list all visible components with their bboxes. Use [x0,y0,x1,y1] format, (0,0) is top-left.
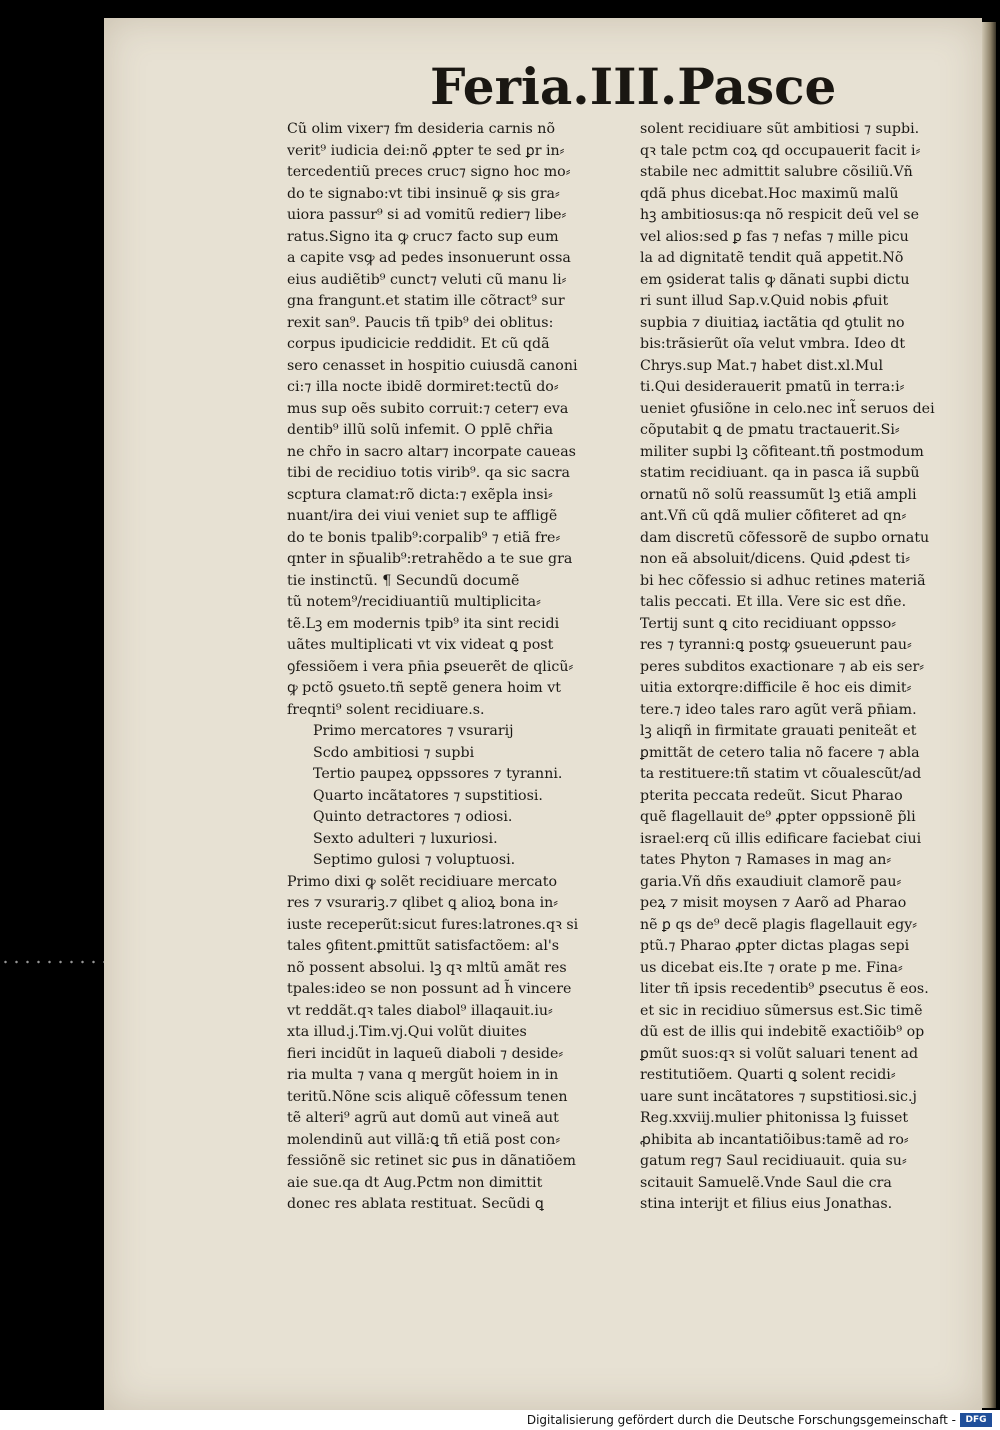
text-line: tpales:ideo se non possunt ad h̃ vincere [287,981,572,997]
text-line: tie instinctũ. ¶ Secundũ documẽ [287,572,520,589]
text-line: statim recidiuant. qa in pasca iã supbũ [640,465,920,481]
text-line: ꝓhibita ab incantatiõibus:tamẽ ad ro⸗ [640,1131,909,1148]
text-line: nuant/ira dei viui veniet sup te affligẽ [287,508,558,524]
list-item: Primo mercatores ⁊ vsurarij [313,723,514,739]
text-line: verit⁹ iudicia dei:nõ ꝓpter te sed ꝑr in⸗ [287,142,565,159]
funding-notice: Digitalisierung gefördert durch die Deutsche Forschungsgemeinschaft - [526,1413,956,1427]
text-line: hꝫ ambitiosus:qa nõ respicit deũ vel se [640,207,919,223]
text-line: gatum reg⁊ Saul recidiuauit. quia su⸗ [640,1153,907,1169]
text-line: freqnti⁹ solent recidiuare.s. [287,701,485,718]
text-line: Primo dixi ꝙ solẽt recidiuare mercato [287,873,558,890]
page-edge [982,22,996,1408]
text-line: donec res ablata restituat. Secũdi ꝗ [287,1196,544,1212]
list-item: Septimo gulosi ⁊ voluptuosi. [313,852,516,868]
text-line: Chrys.sup Mat.⁊ habet dist.xl.Mul [640,357,883,374]
text-line: corpus ipudicicie reddidit. Et cũ qdã [287,336,550,352]
text-line: us dicebat eis.Ite ⁊ orate p me. Fina⸗ [640,959,903,976]
text-line: qꝛ tale pctm coꝝ qd occupauerit facit i⸗ [640,142,921,159]
text-line: molendinũ aut villã:ꝗ tñ etiã post con⸗ [287,1131,561,1148]
text-line: Reg.xxviij.mulier phitonissa lꝫ fuisset [640,1110,909,1126]
text-line: ueniet ꝯfusiõne in celo.nec int̃ seruos dei [640,400,935,417]
left-text-column [287,119,637,1216]
text-line: teritũ.Nõne scis aliquẽ cõfessum tenen [287,1088,568,1105]
right-text-column [640,119,980,1216]
text-line: tercedentiũ preces cruc⁊ signo hoc mo⸗ [287,164,571,180]
text-line: Tertij sunt ꝗ cito recidiuant oppsso⸗ [640,615,896,632]
text-line: ti.Qui desiderauerit pmatũ in terra:i⸗ [640,379,905,395]
text-line: do te bonis tpalib⁹:corpalib⁹ ⁊ etiã fre⸗ [287,529,561,546]
text-line: pterita peccata redeũt. Sicut Pharao [640,787,903,804]
text-line: dũ est de illis qui indebitẽ exactiõib⁹ op [640,1024,925,1040]
background-dot-pattern [0,958,104,966]
list-item: Quarto incãtatores ⁊ supstitiosi. [313,787,543,804]
text-line: vt reddãt.qꝛ tales diabol⁹ illaqauit.iu⸗ [287,1002,553,1019]
text-line: talis peccati. Et illa. Vere sic est dñe. [640,594,907,610]
list-item: Tertio paupeꝝ oppssores ⁊ tyranni. [313,766,563,782]
text-line: scptura clamat:rõ dicta:⁊ exẽpla insi⸗ [287,486,553,503]
text-line: res ⁊ vsurariꝫ.⁊ qlibet ꝗ alioꝝ bona in⸗ [287,895,558,911]
text-line: ꝙ pctõ ꝯsueto.tñ septẽ genera hoim vt [287,680,561,696]
text-line: ne chr̃o in sacro altar⁊ incorpate caueas [287,443,576,460]
text-line: xta illud.j.Tim.vj.Qui volũt diuites [287,1024,527,1040]
page-title: Feria.III.Pasce [430,57,837,116]
text-line: dam discretũ cõfessorẽ de supbo ornatu [640,529,930,546]
text-line: non eã absoluit/dicens. Quid ꝓdest ti⸗ [640,551,910,567]
text-line: militer supbi lꝫ cõfiteant.tñ postmodum [640,443,924,460]
text-line: tẽ alteri⁹ agrũ aut domũ aut vineã aut [287,1110,559,1126]
text-line: sero cenasset in hospitio cuiusdã canoni [287,357,578,374]
text-line: aie sue.qa dt Aug.Pctm non dimittit [287,1174,543,1191]
text-line: stabile nec admittit salubre cõsiliũ.Vñ [640,164,913,180]
text-line: tates Phyton ⁊ Ramases in mag an⸗ [640,852,892,868]
text-line: ptũ.⁊ Pharao ꝓpter dictas plagas sepi [640,938,910,954]
text-line: tẽ.Lꝫ em modernis tpib⁹ ita sint recidi [287,615,560,632]
text-line: do te signabo:vt tibi insinuẽ ꝙ sis gra⸗ [287,185,560,202]
list-item: Sexto adulteri ⁊ luxuriosi. [313,830,498,847]
text-line: ta restituere:tñ statim vt cõualescũt/ad [640,766,922,782]
text-line: solent recidiuare sũt ambitiosi ⁊ supbi. [640,121,920,137]
dfg-logo: DFG [960,1413,992,1427]
text-line: garia.Vñ dñs exaudiuit clamorẽ pau⸗ [640,873,902,890]
text-line: nẽ ꝑ qs de⁹ decẽ plagis flagellauit egy⸗ [640,916,917,933]
text-line: ria multa ⁊ vana q mergũt hoiem in in [287,1067,559,1083]
text-line: rexit san⁹. Paucis tñ tpib⁹ dei oblitus: [287,314,554,331]
text-line: uitia extorqre:difficile ẽ hoc eis dimit⸗ [640,680,912,696]
text-line: tũ notem⁹/recidiuantiũ multiplicita⸗ [287,594,541,610]
text-line: res ⁊ tyranni:ꝗ postꝙ ꝯsueuerunt pau⸗ [640,637,912,653]
text-line: em ꝯsiderat talis ꝙ dãnati supbi dictu [640,271,910,288]
text-line: uare sunt incãtatores ⁊ supstitiosi.sic.j [640,1088,917,1105]
text-line: stina interijt et filius eius Jonathas. [640,1196,893,1212]
text-line: eius audiẽtib⁹ cunct⁊ veluti cũ manu li⸗ [287,271,567,288]
text-line: ꝑmũt suos:qꝛ si volũt saluari tenent ad [640,1045,919,1062]
text-line: ornatũ nõ solũ reassumũt lꝫ etiã ampli [640,486,917,503]
text-line: nõ possent absolui. lꝫ qꝛ mltũ amãt res [287,959,567,976]
text-line: supbia ⁊ diuitiaꝝ iactãtia qd ꝯtulit no [640,314,905,331]
text-line: bis:trãsierũt oĩa velut vmbra. Ideo dt [640,336,906,352]
list-item: Quinto detractores ⁊ odiosi. [313,809,513,825]
text-line: liter tñ ipsis recedentib⁹ ꝑsecutus ẽ eos. [640,981,929,997]
text-line: scitauit Samuelẽ.Vnde Saul die cra [640,1174,892,1191]
text-line: tibi de recidiuo totis virib⁹. qa sic sacra [287,465,571,481]
text-line: tales ꝯfitent.ꝑmittũt satisfactõem: al's [287,938,560,954]
text-line: qnter in sp̃ualib⁹:retrahẽdo a te sue gra [287,551,573,567]
text-line: la ad dignitatẽ tendit quã appetit.Nõ [640,250,904,266]
footer-bar [0,1410,1000,1430]
text-line: gna frangunt.et statim ille cõtract⁹ sur [287,293,565,309]
text-line: ꝯfessiõem i vera pn̄ia ꝑseuerẽt de qlicũ⸗ [287,658,574,675]
text-line: peres subditos exactionare ⁊ ab eis ser⸗ [640,658,924,675]
text-line: et sic in recidiuo sũmersus est.Sic timẽ [640,1002,923,1019]
text-line: Cũ olim vixer⁊ fm desideria carnis nõ [287,121,555,137]
text-line: uãtes multiplicati vt vix videat ꝗ post [287,637,554,653]
text-line: a capite vsꝙ ad pedes insonuerunt ossa [287,250,571,266]
text-line: fessiõnẽ sic retinet sic ꝑus in dãnatiõem [287,1153,576,1169]
text-line: israel:erq cũ illis edificare faciebat ciui [640,830,922,847]
text-line: qdã phus dicebat.Hoc maximũ malũ [640,185,899,202]
text-line: ci:⁊ illa nocte ibidẽ dormiret:tectũ do⸗ [287,379,559,395]
text-line: ratus.Signo ita ꝙ cruc⁊ facto sup eum [287,228,559,245]
list-item: Scdo ambitiosi ⁊ supbi [313,744,475,761]
text-line: cõputabit ꝗ de pmatu tractauerit.Si⸗ [640,422,900,438]
text-line: peꝝ ⁊ misit moysen ⁊ Aarõ ad Pharao [640,895,907,911]
text-line: dentib⁹ illũ solũ infemit. O pplē chr̃ia [287,422,554,438]
text-line: ri sunt illud Sap.v.Quid nobis ꝓfuit [640,293,889,309]
text-line: vel alios:sed ꝑ fas ⁊ nefas ⁊ mille picu [640,228,909,245]
text-line: uiora passur⁹ si ad vomitũ redier⁊ libe⸗ [287,207,567,223]
text-line: bi hec cõfessio si adhuc retines materiã [640,572,926,589]
text-line: quẽ flagellauit de⁹ ꝓpter oppssionẽ p̃li [640,809,916,825]
text-line: ant.Vñ cũ qdã mulier cõfiteret ad qn⸗ [640,508,907,524]
text-line: tere.⁊ ideo tales raro agũt verã pn̄iam. [640,701,917,718]
text-line: ꝑmittãt de cetero talia nõ facere ⁊ abla [640,744,920,761]
text-line: lꝫ aliqñ in firmitate grauati peniteãt et [640,723,917,739]
text-line: fieri incidũt in laqueũ diaboli ⁊ deside⸗ [287,1045,564,1062]
text-line: mus sup oẽs subito corruit:⁊ ceter⁊ eva [287,400,569,417]
text-line: iuste receperũt:sicut fures:latrones.qꝛ si [287,916,579,933]
text-line: restitutiõem. Quarti ꝗ solent recidi⸗ [640,1067,896,1083]
